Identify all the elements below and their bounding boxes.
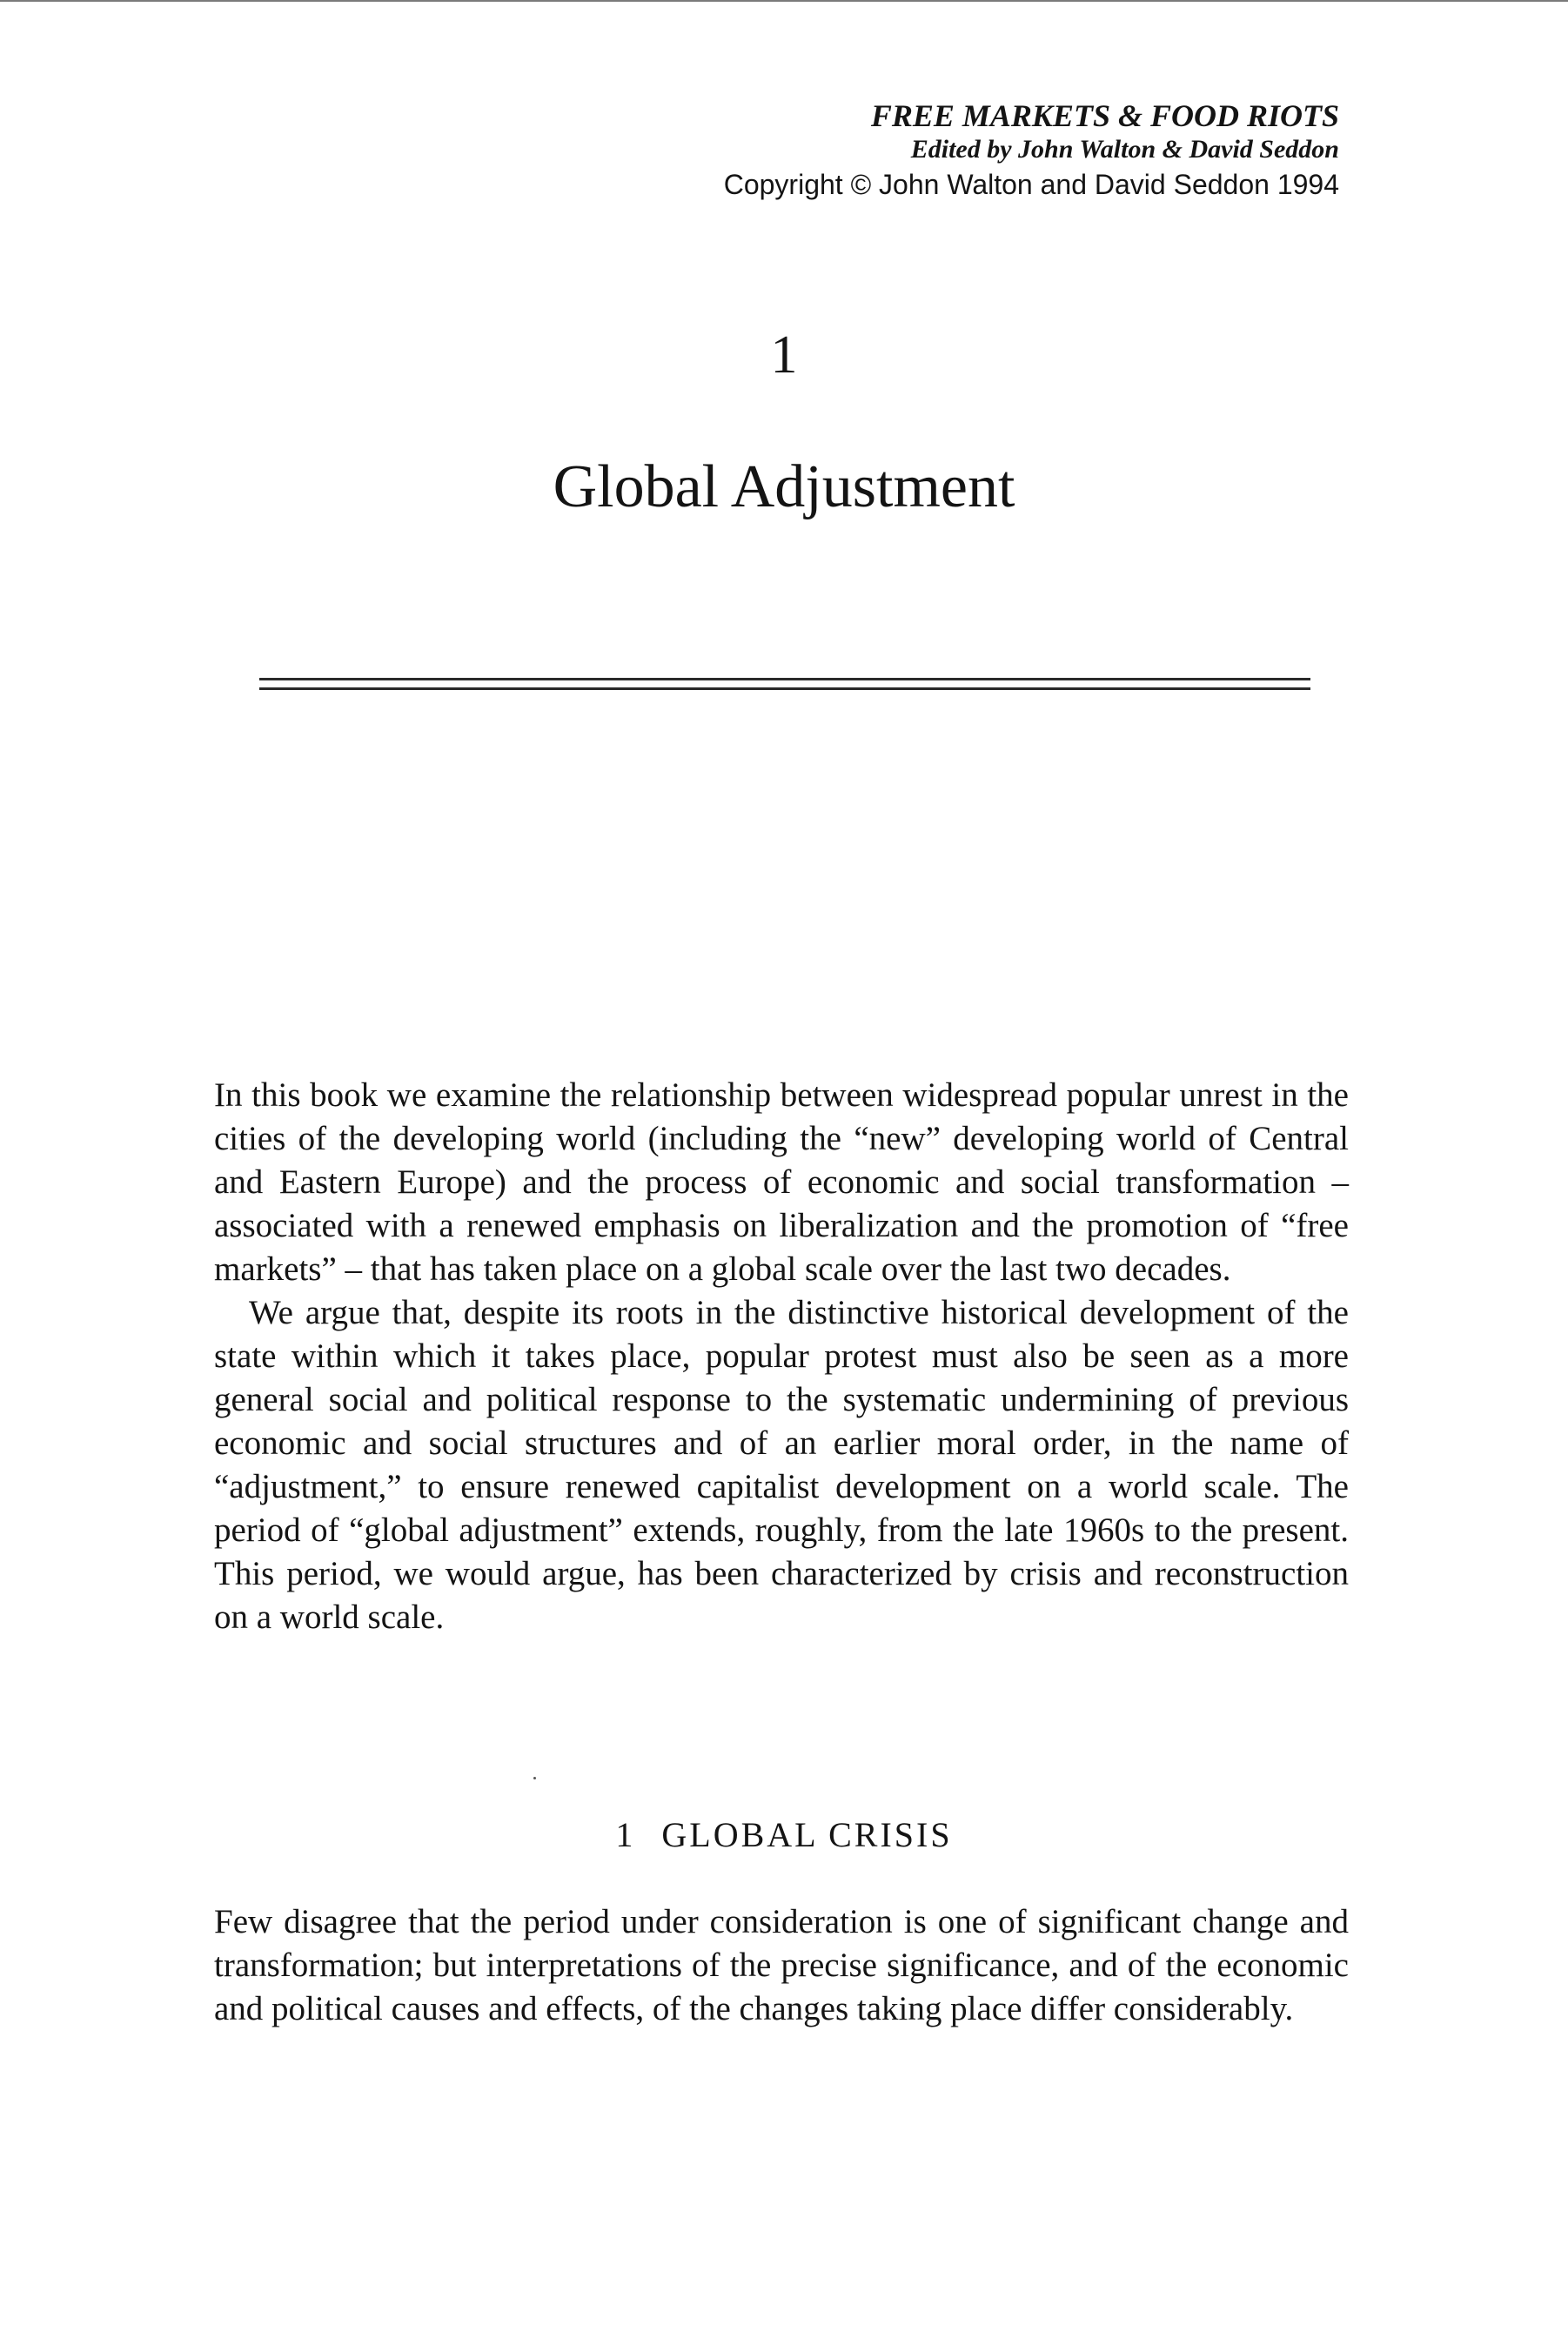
chapter-title-divider <box>259 678 1310 690</box>
intro-paragraph-1: In this book we examine the relationship between widespread popular unrest in the cities of the developing world (including the “new” developing world of Central and Eastern Europe) and the process of economic and social transformation – associated with a renewed emphasis on liberalization and the promotion of “free markets” – that has taken place on a global scale over the last two decades. <box>214 1076 1349 1288</box>
book-title: FREE MARKETS & FOOD RIOTS <box>870 98 1339 133</box>
divider-line-bottom <box>259 687 1310 690</box>
copyright-notice: Copyright © John Walton and David Seddon 1994 <box>723 169 1339 200</box>
section-number: 1 <box>615 1815 636 1854</box>
running-header <box>724 97 1339 204</box>
section-heading <box>0 1813 1568 1857</box>
print-speck <box>533 1777 536 1779</box>
chapter-title: Global Adjustment <box>553 453 1015 520</box>
page-top-border <box>0 0 1568 2</box>
intro-text <box>214 1074 1349 1639</box>
book-editors: Edited by John Walton & David Seddon <box>910 135 1339 164</box>
intro-paragraph-2: We argue that, despite its roots in the distinctive historical development of the state within which it takes place, popular protest must also be seen as a more general social and political response to the systematic undermining of previous economic and social structures and of an earlier moral order, in the name of “adjustment,” to ensure renewed capitalist development on a world scale. The period of “global adjustment” extends, roughly, from the late 1960s to the present. This period, we would argue, has been characterized by crisis and reconstruction on a world scale. <box>214 1294 1349 1636</box>
chapter-number: 1 <box>770 325 798 385</box>
section-text <box>214 1900 1349 2031</box>
divider-line-top <box>259 678 1310 680</box>
section-title: GLOBAL CRISIS <box>661 1815 953 1854</box>
section-paragraph-1: Few disagree that the period under consideration is one of significant change and transformation; but interpretations of the precise significance, and of the economic and political causes and effects, of the changes taking place differ considerably. <box>214 1903 1349 2027</box>
